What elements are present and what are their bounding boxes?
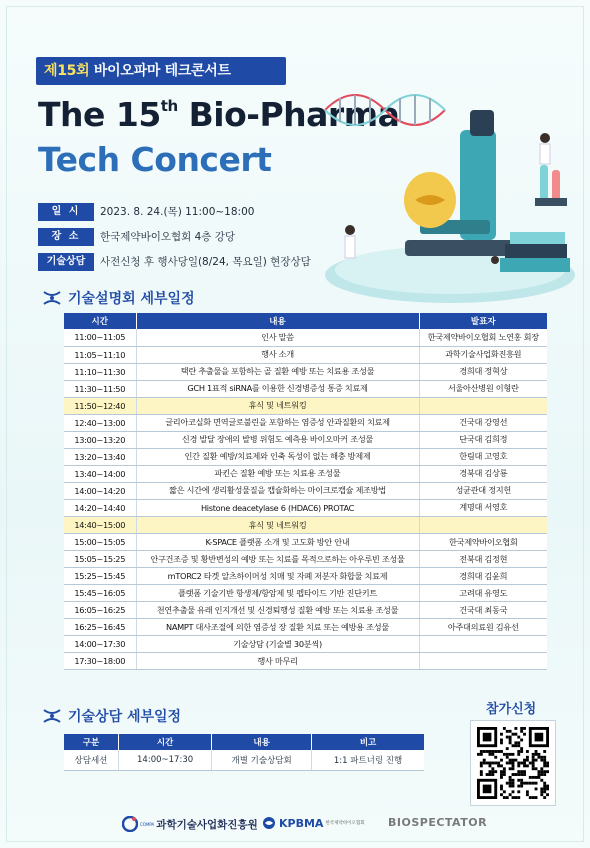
badge-number: 제15회 (44, 63, 90, 79)
cell-content: 짧은 시간에 생리활성물질을 캡슐화하는 마이크로캡슐 제조방법 (136, 482, 419, 499)
dna-helix-icon (325, 95, 445, 125)
microscope-icon (404, 110, 515, 256)
table-row (64, 363, 547, 380)
logo-compa-mark: COMPA (140, 821, 155, 827)
cell-presenter: 성균관대 정지헌 (419, 482, 547, 499)
cell-time: 15:25~15:45 (64, 568, 136, 585)
schedule-table (64, 313, 547, 670)
cell-presenter: 계명대 서영호 (419, 499, 547, 516)
header-presenter: 발표자 (419, 313, 547, 329)
table-row (64, 750, 424, 770)
info-value: 한국제약바이오협회 4층 강당 (100, 231, 236, 243)
cell-content: mTORC2 타겟 알츠하이머성 치매 및 자폐 저분자 화합물 치료제 (136, 568, 419, 585)
table-row (64, 602, 547, 619)
info-row-date (38, 202, 311, 221)
cell-presenter: 경희대 김윤희 (419, 568, 547, 585)
table-row (64, 499, 547, 516)
cell-content: 인간 질환 예방/치료제와 인축 독성이 없는 해충 방제제 (136, 448, 419, 465)
apply-title: 참가신청 (486, 702, 537, 717)
title-post: Bio-Pharma (177, 95, 400, 134)
logo-compa-text: 과학기술사업화진흥원 (156, 818, 258, 831)
books-icon (500, 232, 570, 272)
cell-content: NAMPT 대사조절에 의한 염증성 장 질환 치료 또는 예방용 조성물 (136, 619, 419, 636)
table-row (64, 585, 547, 602)
logo-kpbma-sub: 한국제약바이오협회 (325, 821, 365, 826)
cell-content: 플랫폼 기술기반 항생제/항암제 및 펩타이드 기반 진단키트 (136, 585, 419, 602)
cell-time: 11:10~11:30 (64, 363, 136, 380)
table-row (64, 636, 547, 653)
table-header-row (64, 313, 547, 329)
cell-time: 14:40~15:00 (64, 517, 136, 534)
cell-presenter (419, 517, 547, 534)
info-value: 2023. 8. 24.(목) 11:00~18:00 (100, 206, 255, 218)
cell-time: 16:25~16:45 (64, 619, 136, 636)
consult-title-text: 기술상담 세부일정 (68, 709, 182, 725)
cell-content: 휴식 및 네트워킹 (136, 517, 419, 534)
cell-content: 신경 발달 장애의 발병 위험도 예측용 바이오마커 조성물 (136, 431, 419, 448)
cell-presenter: 단국대 김희정 (419, 431, 547, 448)
header-content: 내용 (136, 313, 419, 329)
header-content: 내용 (212, 734, 312, 750)
cell-content: 택란 추출물을 포함하는 골 질환 예방 또는 치료용 조성물 (136, 363, 419, 380)
cell-time: 13:40~14:00 (64, 465, 136, 482)
cell-presenter: 건국대 최동국 (419, 602, 547, 619)
title-sup: th (160, 97, 178, 115)
cell-time: 14:20~14:40 (64, 499, 136, 516)
cell-time: 13:20~13:40 (64, 448, 136, 465)
cell-content: Histone deacetylase 6 (HDAC6) PROTAC (136, 499, 419, 516)
cell-presenter: 고려대 유영도 (419, 585, 547, 602)
cell-presenter (419, 653, 547, 670)
cell-time: 15:05~15:25 (64, 551, 136, 568)
cell-presenter (419, 397, 547, 414)
qr-code[interactable] (470, 720, 556, 806)
logo-biospectator-text: BIOSPECTATOR (388, 816, 488, 829)
cell-presenter: 한림대 고영호 (419, 448, 547, 465)
event-badge (36, 57, 286, 85)
badge-text: 바이오파마 테크콘서트 (89, 63, 231, 79)
header-note: 비고 (312, 734, 424, 750)
dna-icon (42, 708, 62, 724)
cell-presenter: 과학기술사업화진흥원 (419, 346, 547, 363)
cell-time: 14:00~17:30 (118, 750, 211, 770)
cell-presenter: 아주대의료원 김유선 (419, 619, 547, 636)
event-info (38, 202, 311, 277)
table-row (64, 482, 547, 499)
kpbma-logo-icon (262, 816, 276, 830)
cell-presenter: 한국제약바이오협회 노연홍 회장 (419, 329, 547, 346)
cell-time: 16:05~16:25 (64, 602, 136, 619)
cell-content: 행사 소개 (136, 346, 419, 363)
cell-content: GCH 1표적 siRNA를 이용한 신경병증성 통증 치료제 (136, 380, 419, 397)
cell-presenter: 서울아산병원 이형란 (419, 380, 547, 397)
cell-presenter: 한국제약바이오협회 (419, 534, 547, 551)
schedule-section-title (42, 288, 195, 308)
info-value: 사전신청 후 행사당일(8/24, 목요일) 현장상담 (100, 256, 311, 268)
cell-time: 14:00~17:30 (64, 636, 136, 653)
cell-time: 15:00~15:05 (64, 534, 136, 551)
table-header-row (64, 734, 424, 750)
cell-presenter (419, 636, 547, 653)
logo-kpbma-text: KPBMA (279, 816, 324, 830)
info-label: 일 시 (38, 203, 94, 221)
cell-time: 17:30~18:00 (64, 653, 136, 670)
table-row (64, 619, 547, 636)
cell-time: 11:50~12:40 (64, 397, 136, 414)
cell-content: K-SPACE 플랫폼 소개 및 고도화 방안 안내 (136, 534, 419, 551)
cell-content: 파킨슨 질환 예방 또는 치료용 조성물 (136, 465, 419, 482)
cell-time: 11:00~11:05 (64, 329, 136, 346)
cell-content: 기술상담 (기술별 30분씩) (136, 636, 419, 653)
info-row-consult (38, 252, 311, 271)
logo-kpbma (262, 816, 365, 830)
qr-code-icon (477, 727, 549, 799)
cell-presenter: 전북대 김정현 (419, 551, 547, 568)
table-row (64, 551, 547, 568)
cell-content: 개별 기술상담회 (212, 750, 312, 770)
header-category: 구분 (64, 734, 118, 750)
cell-content: 휴식 및 네트워킹 (136, 397, 419, 414)
cell-category: 상담세션 (64, 750, 118, 770)
cell-time: 13:00~13:20 (64, 431, 136, 448)
consult-table (64, 734, 424, 771)
table-row (64, 346, 547, 363)
cell-content: 안구건조증 및 황반변성의 예방 또는 치료를 목적으로하는 아우루빈 조성물 (136, 551, 419, 568)
cell-time: 15:45~16:05 (64, 585, 136, 602)
logo-compa (122, 816, 258, 832)
info-row-place (38, 227, 311, 246)
cell-time: 11:05~11:10 (64, 346, 136, 363)
cell-time: 14:00~14:20 (64, 482, 136, 499)
cell-time: 12:40~13:00 (64, 414, 136, 431)
header-time: 시간 (118, 734, 211, 750)
table-row (64, 517, 547, 534)
cell-presenter: 경희대 정혁상 (419, 363, 547, 380)
table-row (64, 568, 547, 585)
table-row (64, 397, 547, 414)
table-row (64, 329, 547, 346)
table-row (64, 380, 547, 397)
table-row (64, 448, 547, 465)
footer-logos (0, 816, 590, 840)
header-time: 시간 (64, 313, 136, 329)
compa-logo-icon (122, 816, 138, 832)
consult-section-title (42, 706, 181, 726)
info-label: 장 소 (38, 228, 94, 246)
page-subtitle: Tech Concert (38, 140, 272, 179)
table-row (64, 534, 547, 551)
cell-content: 행사 마무리 (136, 653, 419, 670)
dna-icon (42, 290, 62, 306)
title-pre: The 15 (38, 95, 161, 134)
table-row (64, 653, 547, 670)
test-tubes-icon (535, 165, 567, 206)
table-row (64, 414, 547, 431)
logo-biospectator (388, 816, 487, 829)
info-label: 기술상담 (38, 253, 94, 271)
cell-content: 글리아코실화 면역글로불린을 포함하는 염증성 안과질환의 치료제 (136, 414, 419, 431)
schedule-title-text: 기술설명회 세부일정 (68, 291, 195, 307)
table-row (64, 465, 547, 482)
cell-content: 인사 말씀 (136, 329, 419, 346)
cell-time: 11:30~11:50 (64, 380, 136, 397)
lab-illustration (310, 70, 580, 310)
table-row (64, 431, 547, 448)
cell-presenter: 건국대 강영선 (419, 414, 547, 431)
cell-note: 1:1 파트너링 진행 (312, 750, 424, 770)
cell-presenter: 경북대 김상룡 (419, 465, 547, 482)
cell-content: 천연추출물 유래 인지개선 및 신경퇴행성 질환 예방 또는 치료용 조성물 (136, 602, 419, 619)
